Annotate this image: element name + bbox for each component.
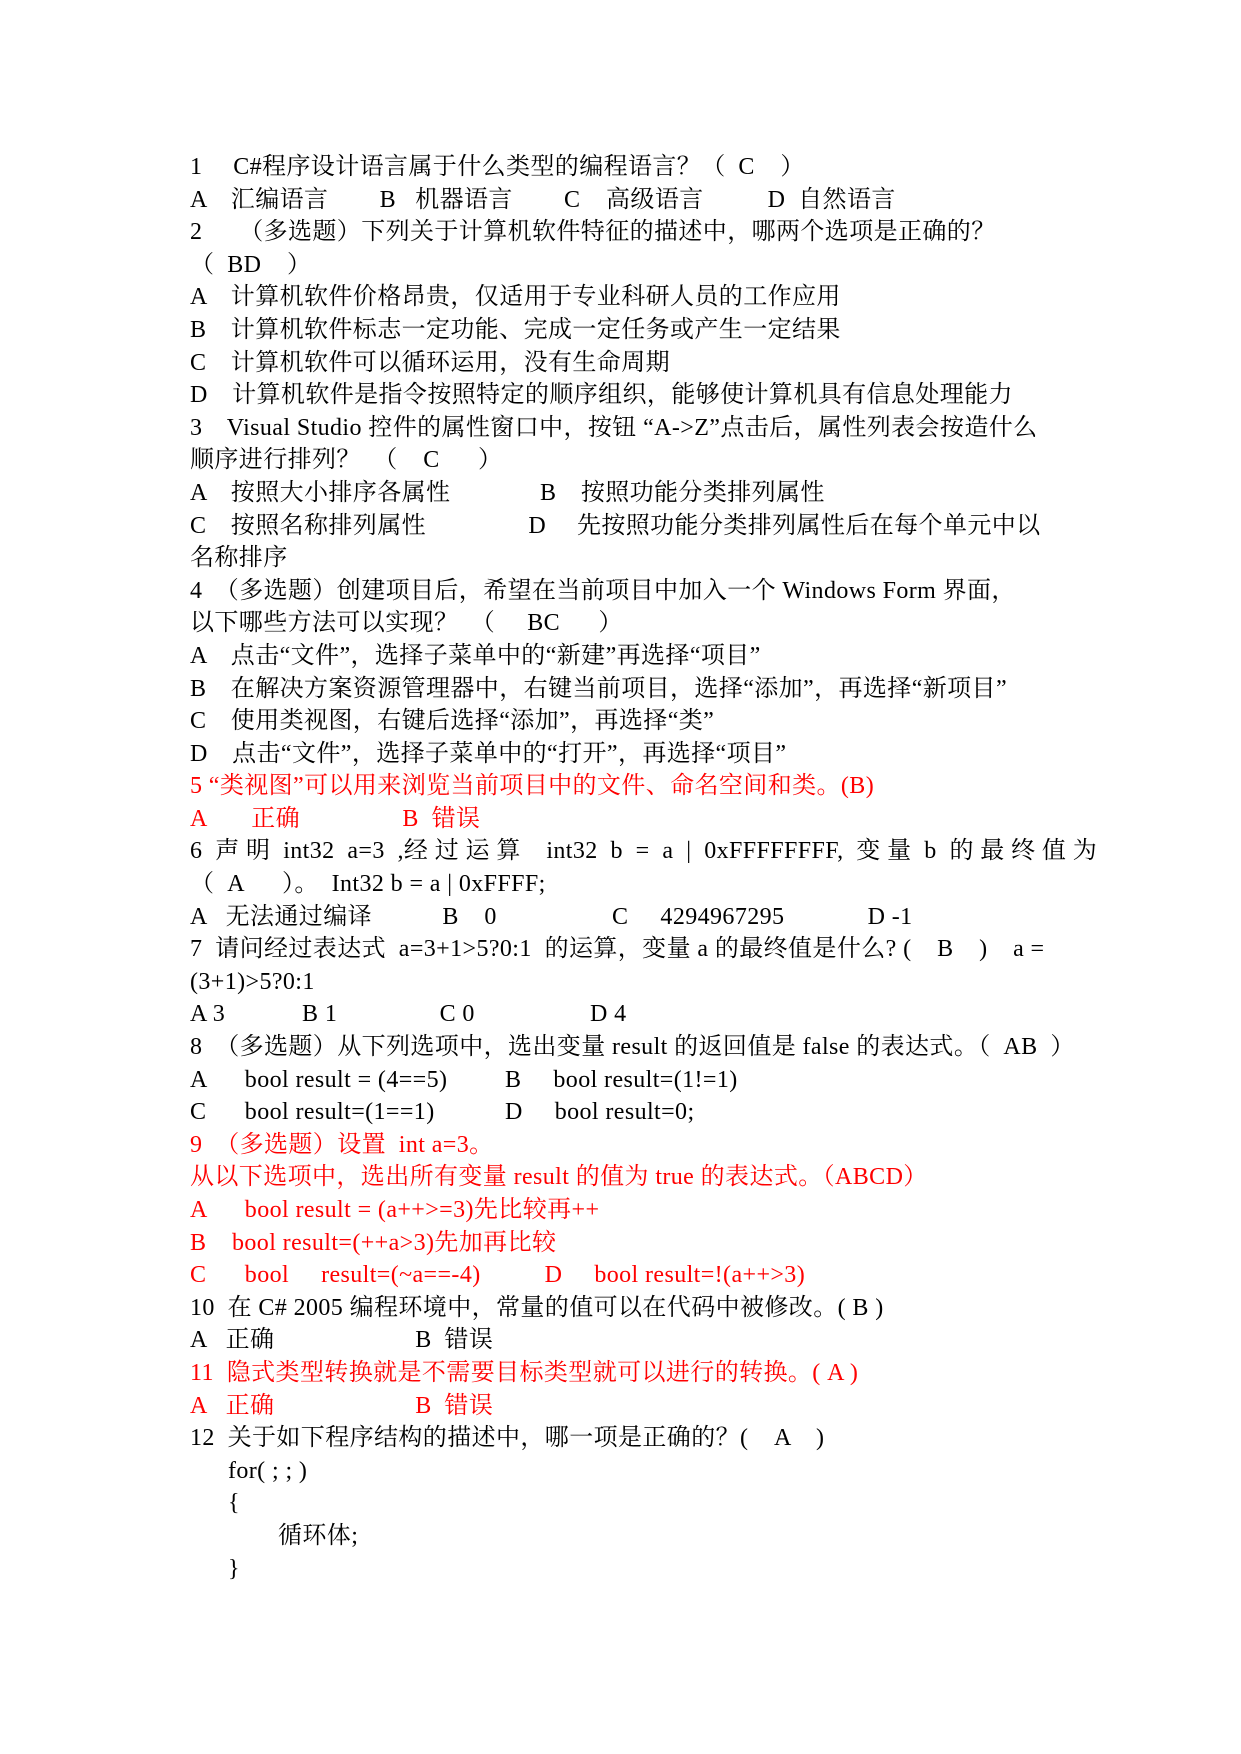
text-line: D 计算机软件是指令按照特定的顺序组织，能够使计算机具有信息处理能力	[190, 382, 1013, 409]
text-line: A 按照大小排序各属性 B 按照功能分类排列属性	[190, 479, 825, 506]
text-line: 4 （多选题）创建项目后，希望在当前项目中加入一个 Windows Form 界面，	[190, 577, 1016, 604]
text-line: B 在解决方案资源管理器中，右键当前项目，选择“添加”，再选择“新项目”	[190, 675, 1008, 702]
text-line: 顺序进行排列？ （ C ）	[190, 447, 503, 474]
text-line: 从以下选项中，选出所有变量 result 的值为 true 的表达式。（ABCD）	[190, 1164, 928, 1191]
text-line: 11 隐式类型转换就是不需要目标类型就可以进行的转换。( A )	[190, 1359, 859, 1386]
text-line: }	[228, 1555, 240, 1582]
text-line: 9 （多选题）设置 int a=3。	[190, 1131, 494, 1158]
text-line: 1 C#程序设计语言属于什么类型的编程语言？（ C ）	[190, 154, 805, 180]
text-line: C bool result=(1==1) D bool result=0;	[190, 1099, 695, 1126]
text-line: (3+1)>5?0:1	[190, 968, 315, 995]
text-line: B 计算机软件标志一定功能、完成一定任务或产生一定结果	[190, 316, 841, 343]
text-line: （ BD ）	[190, 251, 312, 278]
text-line: B bool result=(++a>3)先加再比较	[190, 1229, 557, 1256]
text-line: 循环体;	[278, 1522, 359, 1549]
text-line: A 正确 B 错误	[190, 805, 481, 832]
text-line: C bool result=(~a==-4) D bool result=!(a++>3)	[190, 1262, 806, 1289]
text-line: 以下哪些方法可以实现？ （ BC ）	[190, 610, 623, 637]
text-line: 7 请问经过表达式 a=3+1>5?0:1 的运算，变量 a 的最终值是什么? ( B ) a =	[190, 936, 1045, 963]
text-line: D 点击“文件”，选择子菜单中的“打开”，再选择“项目”	[190, 740, 787, 767]
text-line: A 无法通过编译 B 0 C 4294967295 D -1	[190, 903, 913, 930]
text-line: （ A ）。 Int32 b = a | 0xFFFF;	[190, 871, 546, 898]
text-line: C 按照名称排列属性 D 先按照功能分类排列属性后在每个单元中以	[190, 512, 1041, 539]
text-line: 3 Visual Studio 控件的属性窗口中，按钮 “A->Z”点击后，属性列表会按造什么	[190, 414, 1038, 441]
text-line: C 使用类视图，右键后选择“添加”，再选择“类”	[190, 708, 715, 735]
text-line: 5 “类视图”可以用来浏览当前项目中的文件、命名空间和类。(B)	[190, 773, 875, 800]
document-page	[190, 151, 1098, 1585]
text-line: 6 声 明 int32 a=3 ,经 过 运 算 int32 b = a | 0xFFFFFFFF, 变 量 b 的 最 终 值 为	[190, 838, 1098, 865]
text-line: A 点击“文件”，选择子菜单中的“新建”再选择“项目”	[190, 642, 761, 669]
text-line: 10 在 C# 2005 编程环境中，常量的值可以在代码中被修改。( B )	[190, 1294, 884, 1321]
text-line: A bool result = (4==5) B bool result=(1!=1)	[190, 1066, 738, 1093]
text-line: A 正确 B 错误	[190, 1327, 494, 1354]
text-line: {	[228, 1490, 240, 1517]
text-line: 8 （多选题）从下列选项中，选出变量 result 的返回值是 false 的表达式。（ AB ）	[190, 1034, 1075, 1061]
text-line: A 汇编语言 B 机器语言 C 高级语言 D 自然语言	[190, 186, 896, 213]
text-line: 12 关于如下程序结构的描述中，哪一项是正确的？( A )	[190, 1425, 825, 1452]
text-line: 名称排序	[190, 545, 288, 572]
text-line: A bool result = (a++>=3)先比较再++	[190, 1197, 600, 1223]
text-line: C 计算机软件可以循环运用，没有生命周期	[190, 349, 671, 376]
text-line: for( ; ; )	[228, 1457, 308, 1484]
text-line: A 3 B 1 C 0 D 4	[190, 1001, 627, 1028]
text-line: A 计算机软件价格昂贵，仅适用于专业科研人员的工作应用	[190, 284, 841, 311]
text-line: A 正确 B 错误	[190, 1392, 494, 1419]
text-line: 2 （多选题）下列关于计算机软件特征的描述中，哪两个选项是正确的？	[190, 219, 996, 246]
